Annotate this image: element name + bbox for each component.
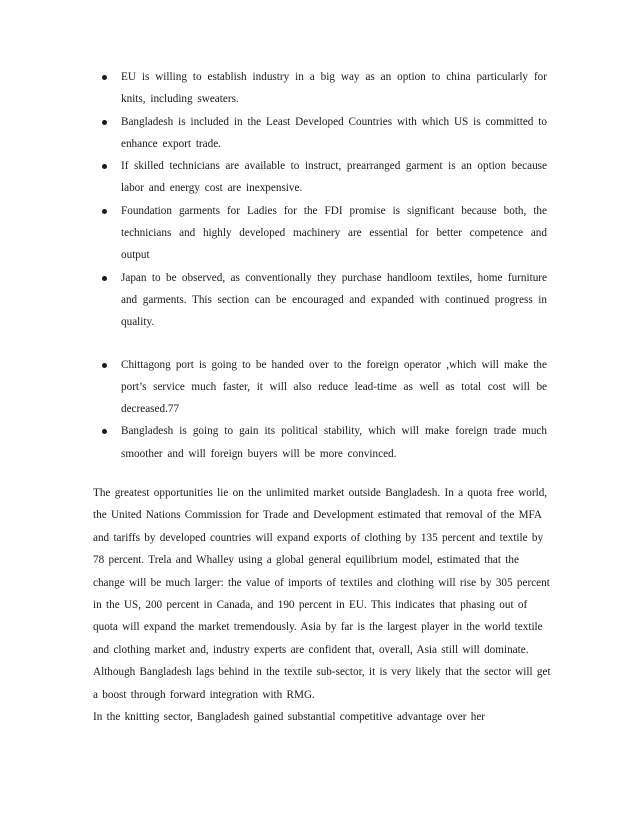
bullet-dot-icon xyxy=(102,209,107,214)
bullet-item xyxy=(93,420,547,465)
bullet-text: Japan to be observed, as conventionally they purchase handloom textiles, home furniture and garments. This section can be encouraged and expanded with continued progress in quality. xyxy=(121,271,547,329)
bullet-text: Foundation garments for Ladies for the FDI promise is significant because both, the technicians and highly developed machinery are essential for better competence and output xyxy=(121,204,547,262)
bullet-dot-icon xyxy=(102,363,107,368)
bullet-item xyxy=(93,66,547,111)
bullet-dot-icon xyxy=(102,276,107,281)
bullet-text: EU is willing to establish industry in a big way as an option to china particularly for knits, including sweaters. xyxy=(121,71,547,106)
body-text xyxy=(93,482,551,728)
bullet-text: Chittagong port is going to be handed over to the foreign operator ,which will make the port’s service much faster, it will also reduce lead-time as well as total cost will be decreased.77 xyxy=(121,358,547,416)
bullet-item xyxy=(93,111,547,156)
bullet-item xyxy=(93,267,547,334)
paragraph-textile-subsector: Although Bangladesh lags behind in the textile sub-sector, it is very likely that the sector will get a boost through forward integration with RMG. xyxy=(93,666,551,701)
bullet-dot-icon xyxy=(102,429,107,434)
bullet-text: Bangladesh is going to gain its political stability, which will make foreign trade much smoother and will foreign buyers will be more convinced. xyxy=(121,425,547,460)
bullet-dot-icon xyxy=(102,75,107,80)
opportunity-bullet-list xyxy=(93,66,547,465)
bullet-text: Bangladesh is included in the Least Developed Countries with which US is committed to enhance export trade. xyxy=(121,115,547,150)
bullet-text: If skilled technicians are available to instruct, prearranged garment is an option because labor and energy cost are inexpensive. xyxy=(121,160,547,195)
bullet-item xyxy=(93,354,547,421)
bullet-item xyxy=(93,200,547,267)
paragraph-opportunities: The greatest opportunities lie on the unlimited market outside Bangladesh. In a quota free world, the United Nations Commission for Trade and Development estimated that removal of the MFA and tariffs by developed countries will expand exports of clothing by 135 percent and textile by 78 percent. Trela and Whalley using a global general equilibrium model, estimated that the change will be much larger: the value of imports of textiles and clothing will rise by 305 percent in the US, 200 percent in Canada, and 190 percent in EU. This indicates that phasing out of quota will expand the market tremendously. Asia by far is the largest player in the world textile and clothing market and, industry experts are confident that, overall, Asia still will dominate. xyxy=(93,487,550,656)
bullet-item xyxy=(93,155,547,200)
bullet-dot-icon xyxy=(102,164,107,169)
bullet-dot-icon xyxy=(102,120,107,125)
paragraph-knitting-sector: In the knitting sector, Bangladesh gained substantial competitive advantage over her xyxy=(93,711,486,724)
